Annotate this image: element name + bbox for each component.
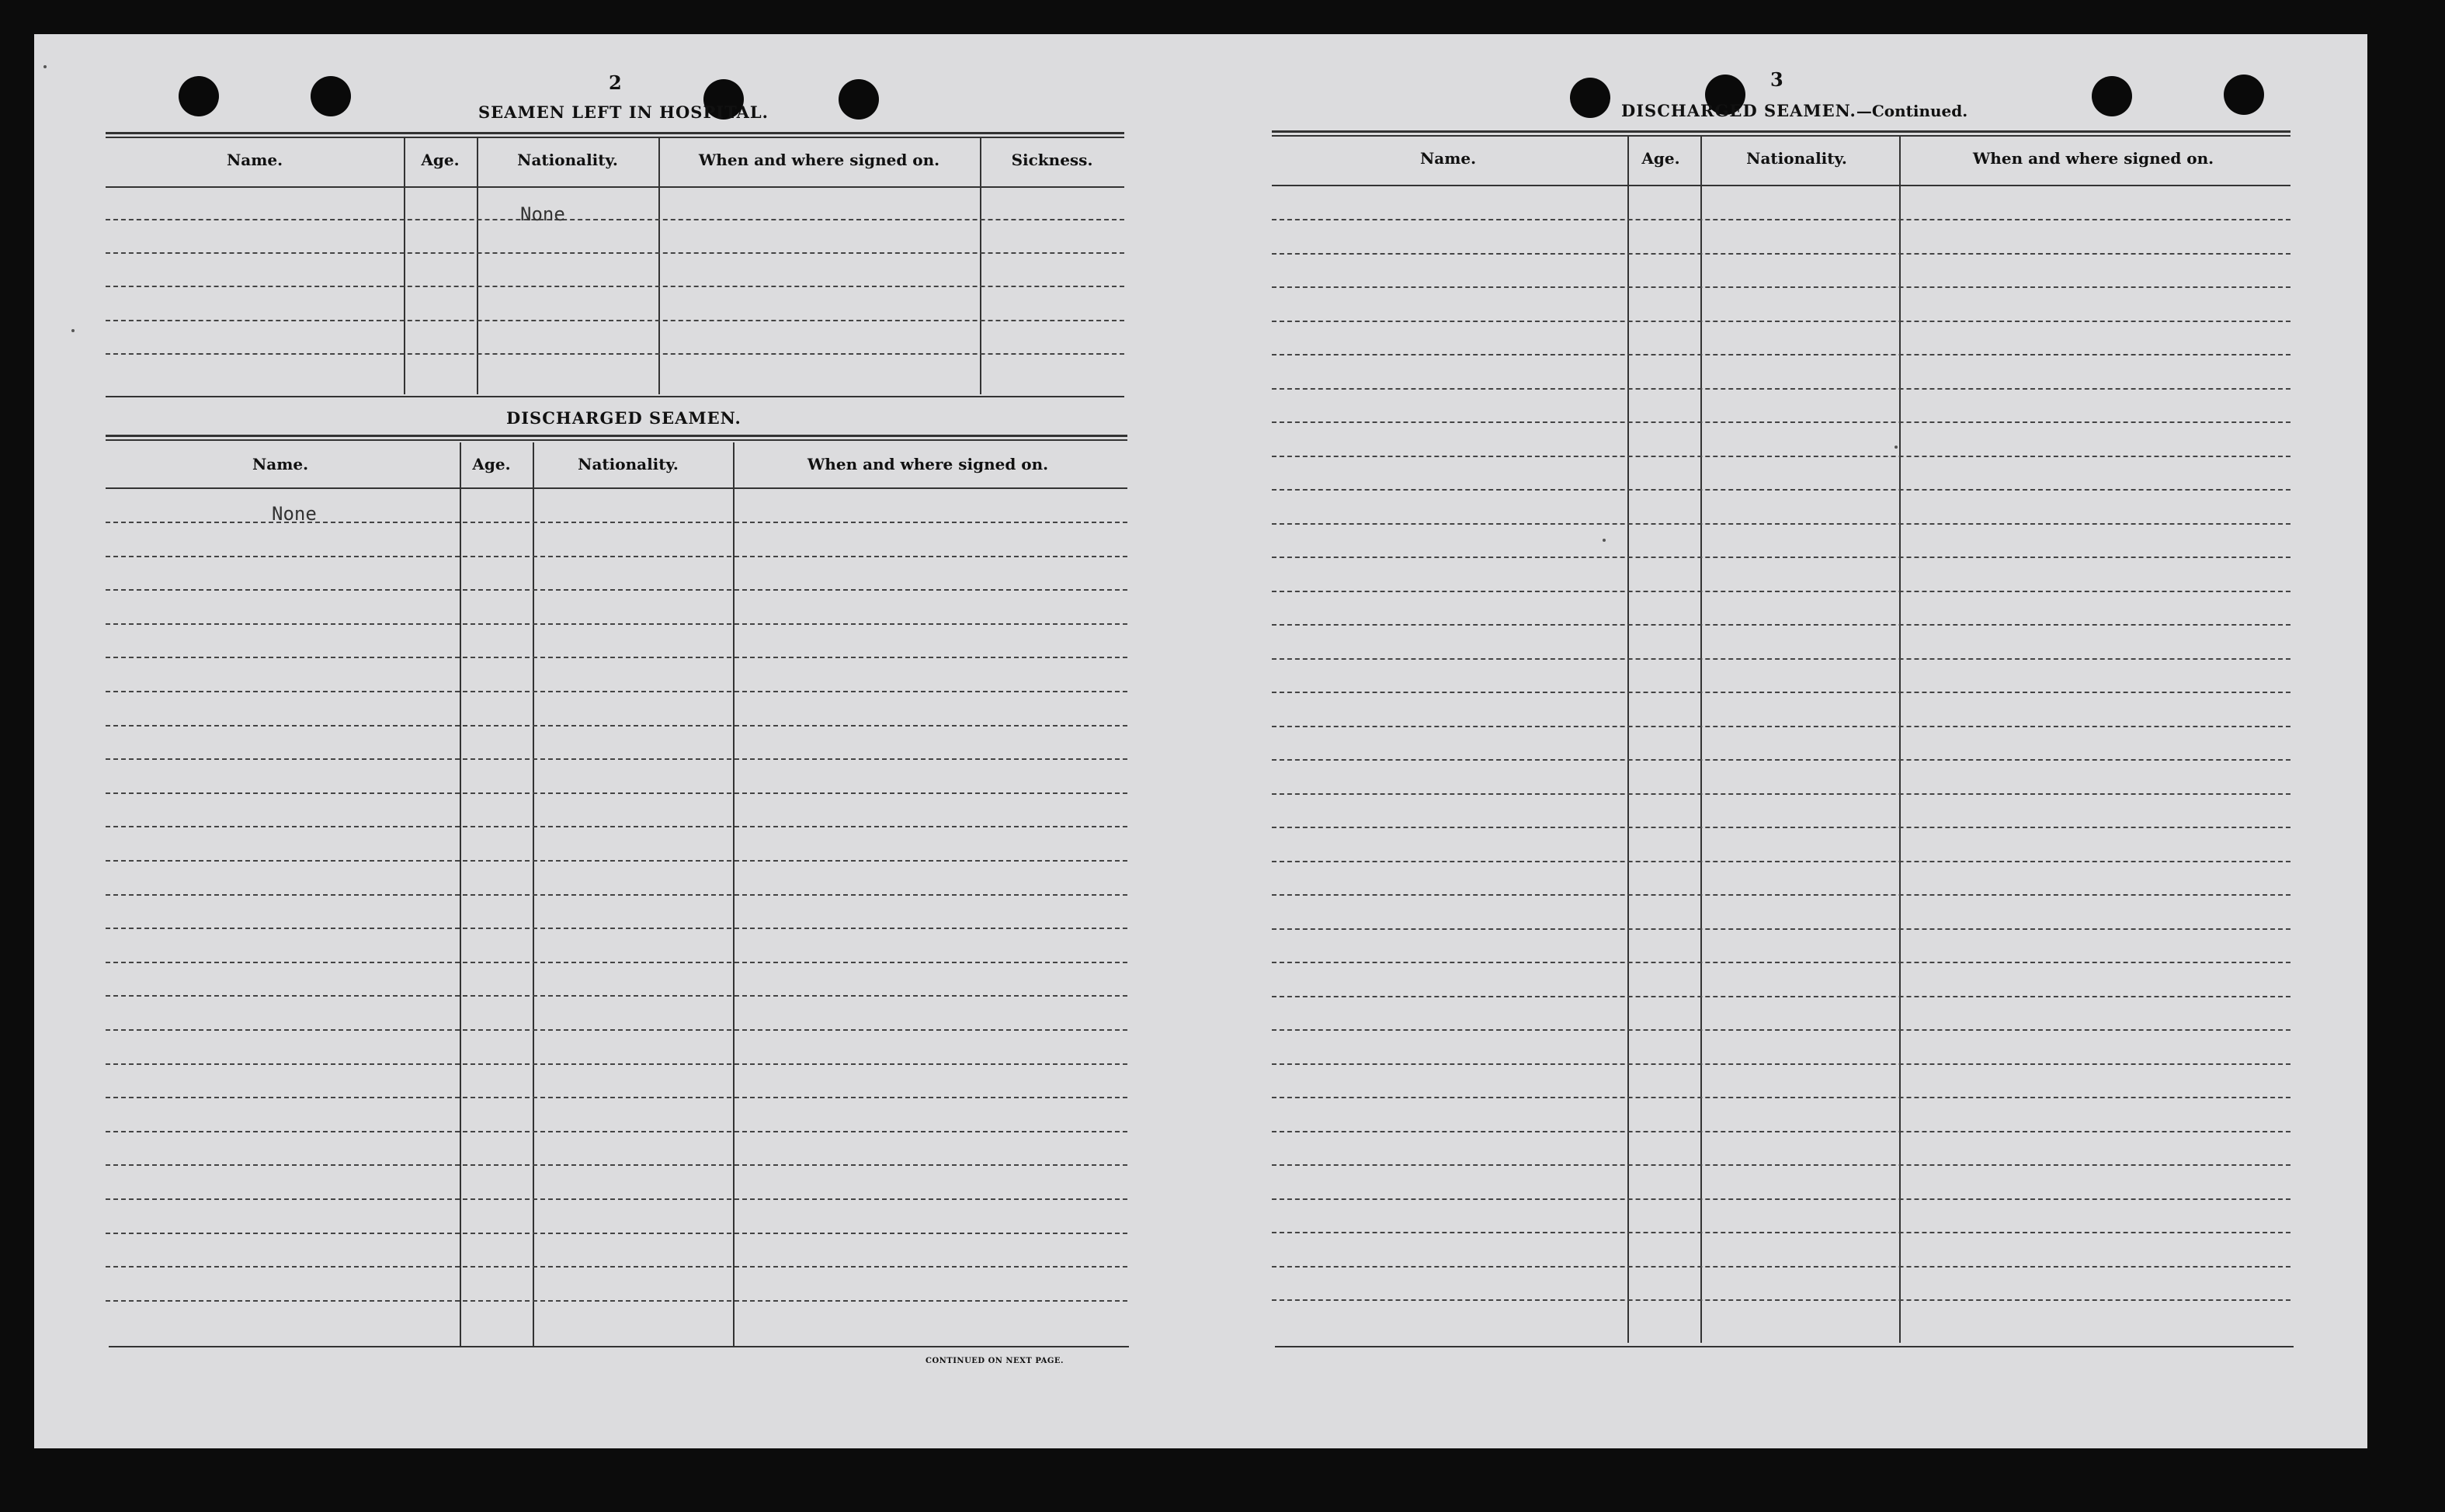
right-section-title-suffix: —Continued. (1856, 102, 1968, 120)
punch-hole (2092, 76, 2132, 116)
right-table-top-rule (1272, 130, 2290, 137)
row-rule (1272, 1097, 2290, 1098)
row-rule (1272, 557, 2290, 558)
row-rule (106, 556, 1127, 557)
right-header-rule (1272, 185, 2290, 186)
row-rule (1272, 928, 2290, 930)
right-table-bottom-rule (1275, 1346, 2294, 1347)
hospital-col-divider (658, 138, 660, 394)
row-rule (106, 286, 1124, 287)
right-col-signed-on: When and where signed on. (1972, 149, 2214, 168)
row-rule (106, 725, 1127, 727)
row-rule (106, 928, 1127, 929)
row-rule (106, 252, 1124, 254)
paper-speck (1895, 446, 1898, 449)
row-rule (1272, 1232, 2290, 1233)
discharged-table-top-rule (106, 435, 1127, 441)
row-rule (1272, 827, 2290, 828)
row-rule (106, 1198, 1127, 1200)
row-rule (1272, 1029, 2290, 1031)
right-col-divider (1627, 137, 1629, 1343)
page-number-right: 3 (1770, 68, 1783, 91)
row-rule (106, 657, 1127, 658)
row-rule (106, 1063, 1127, 1065)
hospital-header-rule (106, 186, 1124, 188)
row-rule (1272, 321, 2290, 322)
row-rule (1272, 489, 2290, 491)
hospital-table-top-rule (106, 132, 1124, 138)
right-col-name: Name. (1419, 149, 1477, 168)
row-rule (106, 219, 1124, 220)
row-rule (1272, 692, 2290, 693)
row-rule (1272, 286, 2290, 288)
row-rule (1272, 658, 2290, 660)
row-rule (106, 792, 1127, 794)
hospital-col-name: Name. (226, 151, 283, 169)
row-rule (106, 522, 1127, 523)
hospital-col-divider (477, 138, 478, 394)
hospital-col-nationality: Nationality. (517, 151, 618, 169)
row-rule (1272, 388, 2290, 390)
hospital-section-title: SEAMEN LEFT IN HOSPITAL. (478, 102, 769, 122)
paper-speck (43, 65, 47, 68)
discharged-col-nationality: Nationality. (578, 455, 679, 473)
row-rule (1272, 1266, 2290, 1268)
row-rule (1272, 894, 2290, 896)
row-rule (106, 962, 1127, 963)
row-rule (1272, 591, 2290, 592)
hospital-table-bottom-rule (106, 396, 1124, 397)
row-rule (1272, 726, 2290, 727)
row-rule (1272, 523, 2290, 525)
right-section-title (1621, 101, 1967, 120)
punch-hole (2224, 75, 2264, 115)
row-rule (1272, 1198, 2290, 1200)
row-rule (106, 860, 1127, 862)
row-rule (106, 691, 1127, 692)
discharged-col-name: Name. (252, 455, 309, 473)
row-rule (1272, 1164, 2290, 1166)
row-rule (106, 1300, 1127, 1302)
document-sheet (34, 34, 2367, 1448)
row-rule (1272, 421, 2290, 423)
right-col-divider (1899, 137, 1901, 1343)
row-rule (1272, 219, 2290, 220)
row-rule (1272, 962, 2290, 963)
right-section-title-main: DISCHARGED SEAMEN. (1621, 101, 1856, 120)
row-rule (1272, 1131, 2290, 1132)
row-rule (106, 1266, 1127, 1268)
discharged-entry-none: None (272, 503, 317, 525)
discharged-col-age: Age. (472, 455, 511, 473)
row-rule (1272, 861, 2290, 862)
row-rule (1272, 1299, 2290, 1301)
row-rule (1272, 996, 2290, 997)
row-rule (1272, 793, 2290, 795)
paper-speck (1603, 539, 1606, 542)
row-rule (1272, 1063, 2290, 1065)
discharged-header-rule (106, 487, 1127, 489)
discharged-col-signed-on: When and where signed on. (807, 455, 1049, 473)
row-rule (106, 1097, 1127, 1098)
right-col-nationality: Nationality. (1746, 149, 1847, 168)
hospital-col-age: Age. (421, 151, 460, 169)
discharged-table-bottom-rule (109, 1346, 1129, 1347)
right-col-age: Age. (1641, 149, 1680, 168)
hospital-col-divider (404, 138, 405, 394)
row-rule (106, 894, 1127, 896)
row-rule (106, 353, 1124, 355)
row-rule (106, 1029, 1127, 1031)
hospital-col-divider (980, 138, 981, 394)
row-rule (106, 589, 1127, 591)
hospital-col-signed-on: When and where signed on. (698, 151, 940, 169)
row-rule (1272, 354, 2290, 355)
hospital-col-sickness: Sickness. (1011, 151, 1093, 169)
paper-speck (71, 329, 75, 332)
row-rule (1272, 253, 2290, 255)
right-col-divider (1700, 137, 1702, 1343)
row-rule (106, 995, 1127, 997)
continued-footer: CONTINUED ON NEXT PAGE. (926, 1357, 1064, 1365)
discharged-section-title: DISCHARGED SEAMEN. (506, 408, 741, 428)
punch-hole (839, 79, 879, 120)
row-rule (106, 1164, 1127, 1166)
row-rule (106, 1233, 1127, 1234)
punch-hole (311, 76, 351, 116)
row-rule (1272, 624, 2290, 626)
row-rule (106, 1131, 1127, 1132)
row-rule (1272, 759, 2290, 761)
hospital-entry-none: None (520, 203, 565, 225)
punch-hole (179, 76, 219, 116)
row-rule (106, 623, 1127, 625)
page-number-left: 2 (609, 71, 622, 94)
punch-hole (1570, 78, 1610, 118)
row-rule (1272, 456, 2290, 457)
row-rule (106, 320, 1124, 321)
row-rule (106, 826, 1127, 827)
row-rule (106, 758, 1127, 760)
